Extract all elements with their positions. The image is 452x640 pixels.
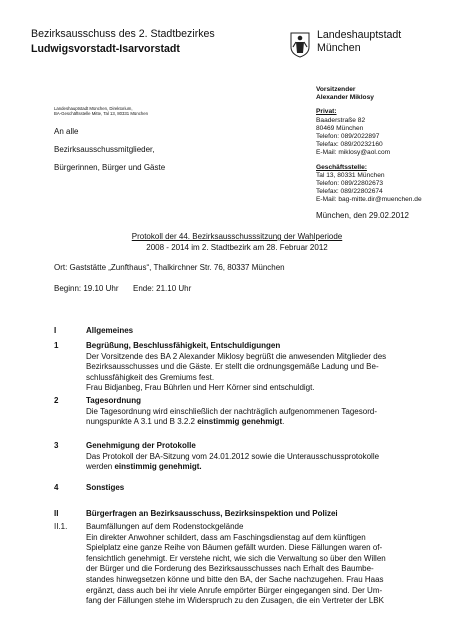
section-title: Genehmigung der Protokolle: [86, 441, 196, 450]
section-number: II.1.: [54, 522, 68, 531]
body-line: [86, 417, 377, 428]
section-title: Sonstiges: [86, 483, 125, 492]
address-line-1: An alle: [54, 127, 79, 136]
chair-name: Alexander Miklosy: [316, 94, 374, 102]
section-number: I: [54, 326, 57, 335]
section-number: 1: [54, 341, 59, 350]
body-line: ergänzt, dass auch bei ihr viele Anrufe empörter Bürger eingegangen sind. Der Um-: [86, 585, 383, 595]
section-body: [86, 407, 377, 428]
body-line: Die Tagesordnung wird einschließlich der nachträglich aufgenommenen Tagesord-: [86, 406, 377, 416]
section-title: Bürgerfragen an Bezirksausschuss, Bezirksinspektion und Polizei: [86, 509, 338, 518]
private-line: Telefon: 089/2022897: [316, 133, 380, 141]
office-heading: Geschäftsstelle:: [316, 163, 367, 171]
address-line-2: Bezirksausschussmitglieder,: [54, 145, 155, 154]
section-body: [86, 533, 386, 607]
body-line: Ein direkter Anwohner schildert, dass am Faschingsdienstag auf dem künftigen: [86, 532, 366, 542]
office-line: Tal 13, 80331 München: [316, 171, 385, 179]
protocol-location: Ort: Gaststätte „Zunfthaus“, Thalkirchner Str. 76, 80337 München: [54, 263, 285, 272]
body-text: werden: [86, 462, 115, 472]
sender-line-2: BA-Geschäftsstelle Mitte, Tal 13, 80331 München: [54, 111, 149, 117]
body-line: Das Protokoll der BA-Sitzung vom 24.01.2012 sowie die Unterausschussprotokolle: [86, 451, 380, 461]
body-line: Spielplatz eine ganze Reihe von Bäumen gefällt wurden. Diese Fällungen waren of-: [86, 543, 383, 553]
sender-line-1: Landeshauptstadt München, Direktorium,: [54, 106, 133, 111]
private-email[interactable]: E-Mail: miklosy@aol.com: [316, 149, 391, 157]
office-line: Telefax: 089/22802674: [316, 188, 383, 196]
body-line: fensichtlich genehmigt. Er verstehe nicht, wie sich die Verwaltung so über den Willen: [86, 553, 386, 563]
protocol-end: Ende: 21.10 Uhr: [133, 284, 192, 293]
office-email[interactable]: E-Mail: bag-mitte.dir@muenchen.de: [316, 196, 422, 204]
letter-date: München, den 29.02.2012: [316, 211, 409, 220]
protocol-subtitle: 2008 - 2014 im 2. Stadtbezirk am 28. Februar 2012: [146, 243, 328, 252]
private-line: Baaderstraße 82: [316, 116, 366, 124]
recipient-address: [54, 126, 165, 173]
city-line1: Landeshauptstadt: [317, 29, 402, 41]
body-line: standes hinwegsetzen könne und bitte den BA, der Sache nachzugehen. Frau Haas: [86, 574, 384, 584]
contact-sidebar: [316, 86, 422, 205]
body-text: .: [282, 417, 285, 427]
section-number: II: [54, 509, 59, 518]
decision-text: einstimmig genehmigt.: [114, 462, 202, 472]
section-number: 4: [54, 483, 59, 492]
chair-heading: Vorsitzender: [316, 86, 356, 93]
office-line: Telefon: 089/22802673: [316, 180, 384, 188]
section-body: [86, 352, 386, 394]
section-number: 3: [54, 441, 59, 450]
org-name-line2: Ludwigsvorstadt-Isarvorstadt: [31, 43, 180, 55]
section-body: [86, 452, 379, 473]
section-title: Begrüßung, Beschlussfähigkeit, Entschuldigungen: [86, 341, 281, 350]
protocol-begin: Beginn: 19.10 Uhr: [54, 284, 119, 293]
body-line: [86, 462, 379, 473]
body-text: nungspunkte A 3.1 und B 3.2.2: [86, 417, 198, 427]
section-title: Allgemeines: [86, 326, 134, 335]
section-title: Baumfällungen auf dem Rodenstockgelände: [86, 522, 244, 531]
section-title: Tagesordnung: [86, 396, 141, 405]
private-line: Telefax: 089/20232160: [316, 141, 383, 149]
section-number: 2: [54, 396, 59, 405]
body-line: Bezirksausschusses und die Gäste. Er stellt die ordnungsgemäße Ladung und Be-: [86, 362, 379, 372]
private-line: 80469 München: [316, 124, 364, 132]
org-name-line1: Bezirksausschuss des 2. Stadtbezirkes: [31, 28, 215, 40]
protocol-title: Protokoll der 44. Bezirksausschusssitzung der Wahlperiode: [131, 232, 343, 241]
body-line: fang der Fällungen stehe im Widerspruch zu den Zusagen, die ein Vertreter der LBK: [86, 596, 384, 606]
decision-text: einstimmig genehmigt: [197, 417, 283, 427]
sender-line: [54, 106, 148, 116]
city-name: [317, 29, 401, 55]
body-line: Frau Bidjanbeg, Frau Bührlen und Herr Körner sind entschuldigt.: [86, 383, 315, 393]
private-heading: Privat:: [316, 108, 337, 116]
body-line: der Bürger und die Forderung des Bezirksausschusses nach Erhalt des Baumbe-: [86, 564, 374, 574]
munich-crest-icon: [290, 32, 310, 58]
body-line: Der Vorsitzende des BA 2 Alexander Miklosy begrüßt die anwesenden Mitglieder des: [86, 351, 387, 361]
address-line-3: Bürgerinnen, Bürger und Gäste: [54, 163, 166, 172]
city-line2: München: [317, 42, 361, 54]
body-line: schlussfähigkeit des Gremiums fest.: [86, 372, 215, 382]
